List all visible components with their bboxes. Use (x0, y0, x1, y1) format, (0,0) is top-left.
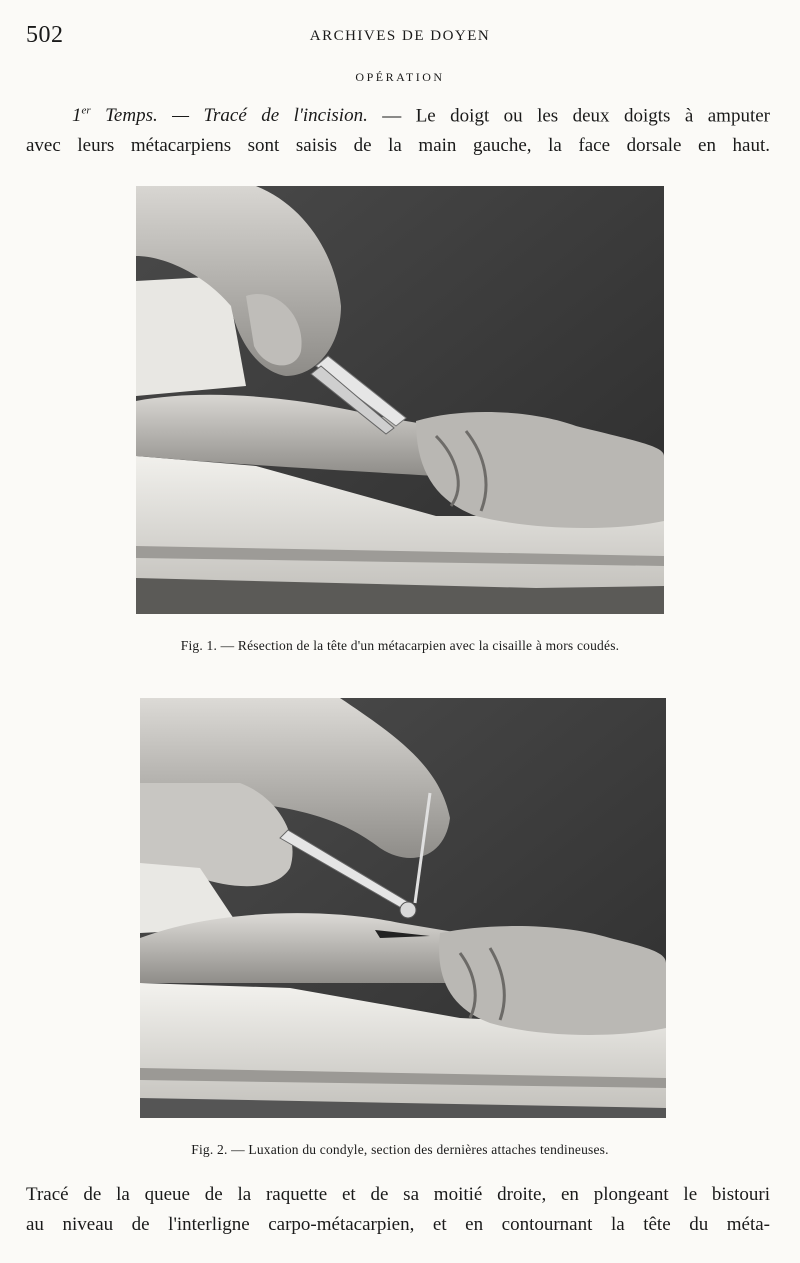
step-heading: 1er Temps. — Tracé de l'incision. (72, 105, 368, 127)
paragraph-line: avec leurs métacarpiens sont saisis de la main gauche, la face dorsale en haut. (26, 135, 770, 157)
paragraph-line: 1er Temps. — Tracé de l'incision. — Le doigt ou les deux doigts à amputer (72, 105, 770, 127)
section-title: OPÉRATION (355, 70, 445, 84)
running-title: ARCHIVES DE DOYEN (309, 28, 491, 44)
figure-1-caption: Fig. 1. — Résection de la tête d'un métacarpien avec la cisaille à mors coudés. (180, 638, 620, 653)
figure-2-photograph (140, 698, 666, 1118)
figure-2-caption: Fig. 2. — Luxation du condyle, section des dernières attaches tendineuses. (191, 1142, 609, 1157)
paragraph-continuation (26, 1180, 770, 1240)
figure-1-photograph (136, 186, 664, 614)
paragraph-line: au niveau de l'interligne carpo-métacarpien, et en contournant la tête du méta- (26, 1214, 770, 1235)
paragraph-line: Tracé de la queue de la raquette et de sa moitié droite, en plongeant le bistouri (26, 1184, 770, 1205)
paragraph-operation-step-1 (26, 96, 770, 161)
page-number: 502 (26, 22, 64, 48)
